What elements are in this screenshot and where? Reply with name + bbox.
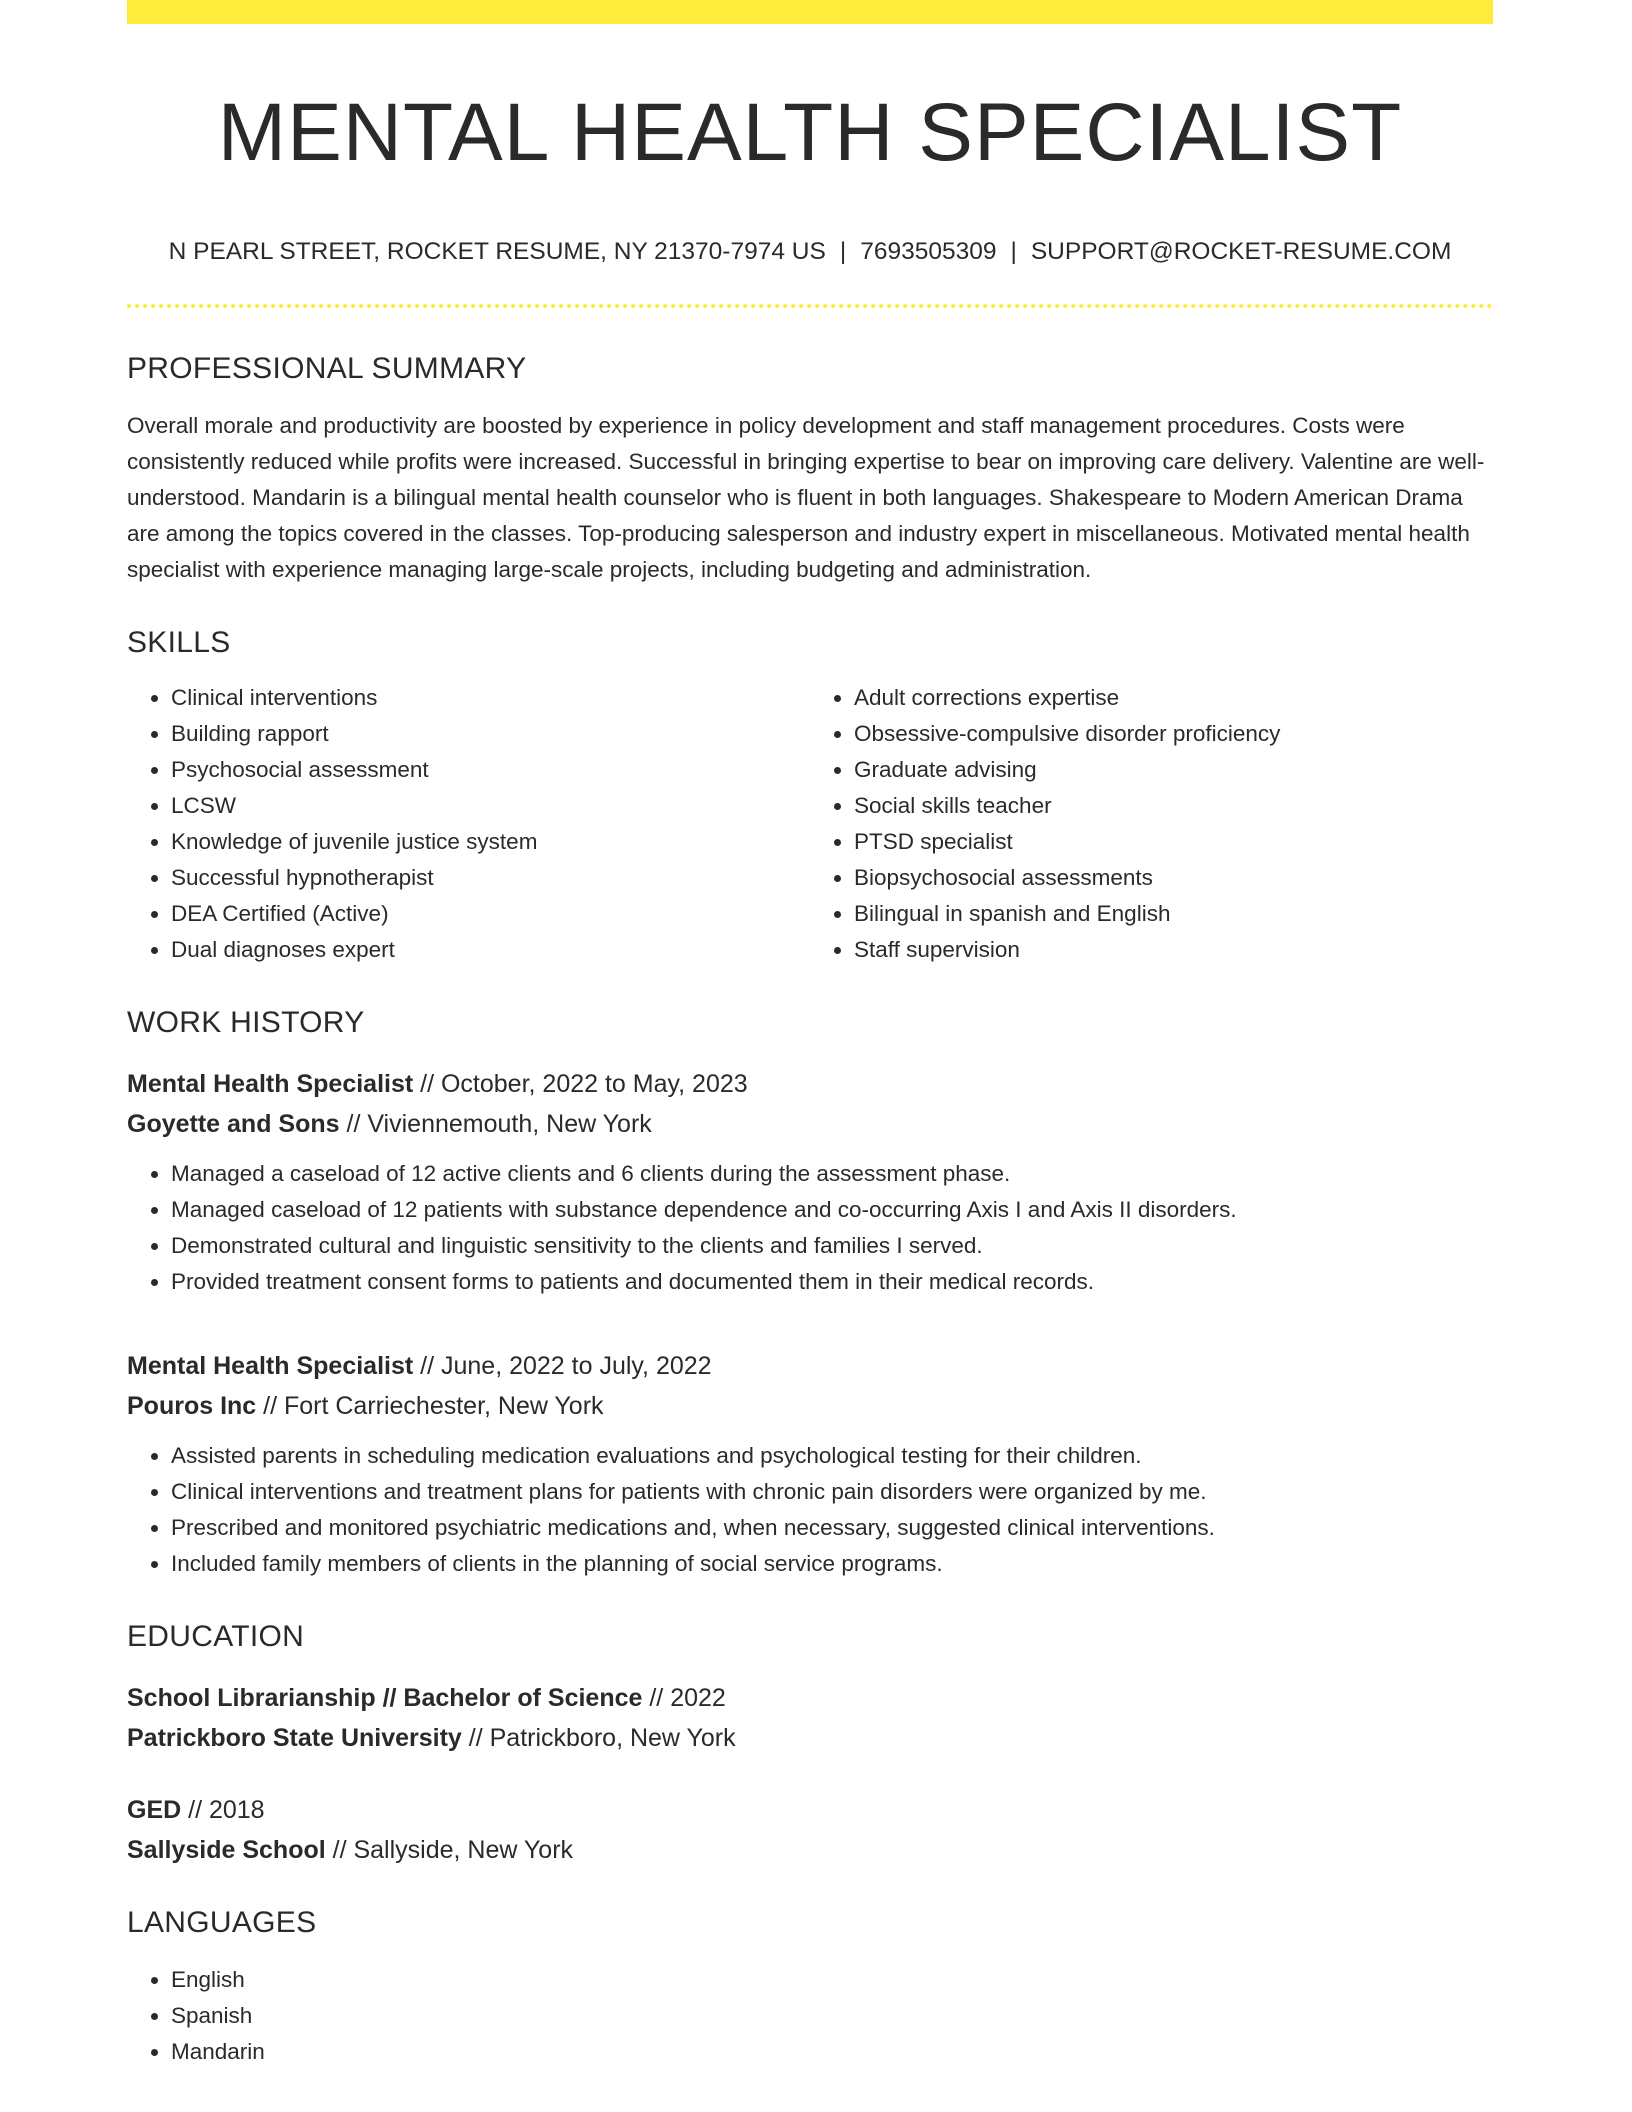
- education-degree-line: [127, 1790, 1493, 1830]
- language-item: • Mandarin: [171, 2034, 1493, 2070]
- skill-item: • Dual diagnoses expert: [171, 932, 810, 968]
- job-role-line: [127, 1064, 1493, 1104]
- education-school-line: [127, 1718, 1493, 1758]
- job-company-line: [127, 1104, 1493, 1144]
- job-company: Goyette and Sons: [127, 1110, 340, 1139]
- skill-item: • Clinical interventions: [171, 680, 810, 716]
- job-bullet: • Managed a caseload of 12 active clients and 6 clients during the assessment phase.: [171, 1156, 1493, 1192]
- skill-item: • Successful hypnotherapist: [171, 860, 810, 896]
- job-bullets: [127, 1156, 1493, 1300]
- education-location: // Patrickboro, New York: [461, 1724, 736, 1753]
- skill-item: • Obsessive-compulsive disorder proficiency: [854, 716, 1493, 752]
- skill-item: • Bilingual in spanish and English: [854, 896, 1493, 932]
- skill-item: • Social skills teacher: [854, 788, 1493, 824]
- skill-item: • Adult corrections expertise: [854, 680, 1493, 716]
- job-bullet: • Prescribed and monitored psychiatric medications and, when necessary, suggested clinical interventions.: [171, 1510, 1493, 1546]
- language-item: • English: [171, 1962, 1493, 1998]
- skill-item: • Staff supervision: [854, 932, 1493, 968]
- contact-address: N PEARL STREET, ROCKET RESUME, NY 21370-7974 US: [168, 238, 826, 266]
- job-company: Pouros Inc: [127, 1392, 257, 1421]
- education-school: Sallyside School: [127, 1836, 326, 1865]
- job-bullets: [127, 1438, 1493, 1582]
- dotted-divider: [127, 304, 1493, 308]
- summary-heading: PROFESSIONAL SUMMARY: [127, 352, 527, 386]
- skill-item: • LCSW: [171, 788, 810, 824]
- skill-item: • Graduate advising: [854, 752, 1493, 788]
- education-entry: [127, 1790, 1493, 1870]
- skill-item: • Building rapport: [171, 716, 810, 752]
- work-history-heading: WORK HISTORY: [127, 1006, 365, 1040]
- skill-item: • PTSD specialist: [854, 824, 1493, 860]
- job-dates: // October, 2022 to May, 2023: [413, 1070, 748, 1099]
- education-year: // 2022: [642, 1684, 726, 1713]
- summary-text: Overall morale and productivity are boosted by experience in policy development and staff management procedures. Costs were consistently reduced while profits were increased. Successful in bringing expertise to bear on improving care delivery. Valentine are well-understood. Mandarin is a bilingual mental health counselor who is fluent in both languages. Shakespeare to Modern American Drama are among the topics covered in the classes. Top-producing salesperson and industry expert in miscellaneous. Motivated mental health specialist with experience managing large-scale projects, including budgeting and administration.: [127, 413, 1485, 583]
- skills-right-list: [810, 680, 1493, 968]
- job-bullet: • Demonstrated cultural and linguistic sensitivity to the clients and families I served.: [171, 1228, 1493, 1264]
- job-entry: [127, 1346, 1493, 1582]
- languages-list: [127, 1962, 1493, 2070]
- education-entry: [127, 1678, 1493, 1758]
- resume-page: [127, 0, 1493, 2070]
- skills-heading: SKILLS: [127, 626, 231, 660]
- contact-separator: |: [1010, 238, 1017, 266]
- skill-item: • DEA Certified (Active): [171, 896, 810, 932]
- education-school-line: [127, 1830, 1493, 1870]
- education-degree: GED: [127, 1796, 182, 1825]
- education-school: Patrickboro State University: [127, 1724, 462, 1753]
- education-year: // 2018: [181, 1796, 265, 1825]
- job-role: Mental Health Specialist: [127, 1352, 414, 1381]
- contact-line: [127, 238, 1493, 266]
- accent-top-bar: [127, 0, 1493, 24]
- job-location: // Fort Carriechester, New York: [256, 1392, 604, 1421]
- skills-grid: [127, 680, 1493, 968]
- skills-left-list: [127, 680, 810, 968]
- job-entry: [127, 1064, 1493, 1300]
- job-bullet: • Managed caseload of 12 patients with substance dependence and co-occurring Axis I and Axis II disorders.: [171, 1192, 1493, 1228]
- job-dates: // June, 2022 to July, 2022: [413, 1352, 712, 1381]
- skill-item: • Biopsychosocial assessments: [854, 860, 1493, 896]
- job-company-line: [127, 1386, 1493, 1426]
- skill-item: • Psychosocial assessment: [171, 752, 810, 788]
- job-role: Mental Health Specialist: [127, 1070, 414, 1099]
- education-degree-line: [127, 1678, 1493, 1718]
- job-bullet: • Included family members of clients in the planning of social service programs.: [171, 1546, 1493, 1582]
- languages-heading: LANGUAGES: [127, 1906, 317, 1940]
- education-location: // Sallyside, New York: [325, 1836, 574, 1865]
- education-degree: School Librarianship // Bachelor of Science: [127, 1684, 643, 1713]
- language-item: • Spanish: [171, 1998, 1493, 2034]
- job-location: // Viviennemouth, New York: [339, 1110, 652, 1139]
- education-heading: EDUCATION: [127, 1620, 305, 1654]
- resume-title: MENTAL HEALTH SPECIALIST: [217, 87, 1403, 178]
- job-bullet: • Provided treatment consent forms to patients and documented them in their medical records.: [171, 1264, 1493, 1300]
- job-role-line: [127, 1346, 1493, 1386]
- skill-item: • Knowledge of juvenile justice system: [171, 824, 810, 860]
- contact-email: SUPPORT@ROCKET-RESUME.COM: [1030, 238, 1452, 266]
- contact-separator: |: [839, 238, 847, 266]
- job-bullet: • Assisted parents in scheduling medication evaluations and psychological testing for their children.: [171, 1438, 1493, 1474]
- job-bullet: • Clinical interventions and treatment plans for patients with chronic pain disorders were organized by me.: [171, 1474, 1493, 1510]
- contact-phone: 7693505309: [860, 238, 997, 266]
